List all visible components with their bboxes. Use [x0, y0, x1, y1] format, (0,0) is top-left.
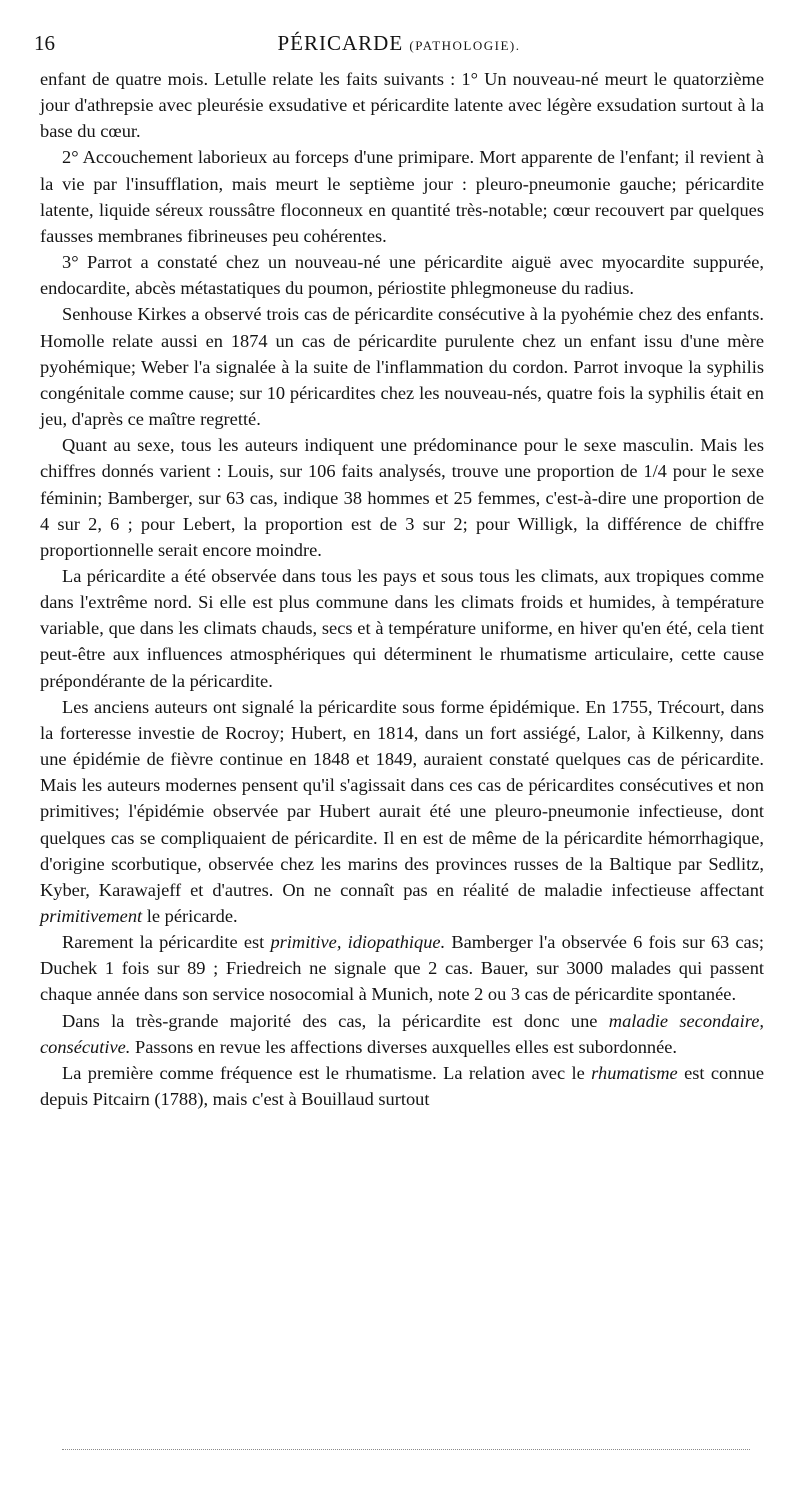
paragraph-continuation: enfant de quatre mois. Letulle relate les faits suivants : 1° Un nouveau-né meurt le quatorzième jour d'athrepsie avec pleurésie exsudative et péricardite latente avec légère exsudation surtout à la base du cœur. — [40, 69, 764, 142]
emphasis-maladie-secondaire: maladie secondaire, consécutive. — [40, 1010, 764, 1057]
emphasis-rhumatisme: rhumatisme — [591, 1062, 678, 1083]
body-text — [40, 66, 764, 1112]
paragraph-epidemique-text: Les anciens auteurs ont signalé la péricardite sous forme épidémique. En 1755, Trécourt, dans la forteresse investie de Rocroy; Hubert, en 1814, dans un fort assiégé, Lalor, à Kilkenny, dans une épidémie de fièvre continue en 1848 et 1849, auraient constaté quelques cas de péricardite. Mais les auteurs modernes pensent qu'il s'agissait dans ces cas de péricardites consécutives et non primitives; l'épidémie observée par Hubert aurait été une pleuro-pneumonie infectieuse, dont quelques cas se compliquaient de péricardite. Il en est de même de la péricardite hémorrhagique, d'origine scorbutique, observée chez les marins des provinces russes de la Baltique par Sedlitz, Kyber, Karawajeff et d'autres. On ne connaît pas en réalité de maladie infectieuse affectant — [40, 696, 764, 900]
paragraph-secondaire-start: Dans la très-grande majorité des cas, la péricardite est donc une — [62, 1010, 598, 1031]
paragraph-case-2: 2° Accouchement laborieux au forceps d'une primipare. Mort apparente de l'enfant; il revient à la vie par l'insufflation, mais meurt le septième jour : pleuro-pneumonie gauche; péricardite latente, liquide séreux roussâtre floconneux en quantité très-notable; cœur recouvert par quelques fausses membranes fibrineuses peu cohérentes. — [40, 147, 764, 246]
paragraph-secondaire-rest: Passons en revue les affections diverses auxquelles elles est subordonnée. — [134, 1036, 678, 1057]
running-title — [34, 31, 764, 56]
footer-dotted-rule — [62, 1449, 750, 1450]
running-title-main: PÉRICARDE — [277, 31, 404, 55]
paragraph-rhumatisme-rest: est connue depuis Pitcairn (1788), mais c'est à Bouillaud surtout — [40, 1062, 764, 1110]
running-title-sub: (PATHOLOGIE). — [409, 38, 521, 53]
paragraph-climats: La péricardite a été observée dans tous les pays et sous tous les climats, aux tropiques comme dans l'extrême nord. Si elle est plus commune dans les climats froids et humides, à température variable, que dans les climats chauds, secs et à température uniforme, en hiver qu'en été, cela tient peut-être aux influences atmosphériques qui déterminent le rhumatisme articulaire, cette cause prépondérante de la péricardite. — [40, 565, 764, 691]
running-header — [34, 31, 764, 55]
paragraph-rhumatisme — [40, 1060, 764, 1112]
emphasis-primitive-idiopathique: primitive, idiopathique. — [270, 932, 446, 953]
paragraph-case-3: 3° Parrot a constaté chez un nouveau-né une péricardite aiguë avec myocardite suppurée, endocardite, abcès métastatiques du poumon, périostite phlegmoneuse du radius. — [40, 252, 764, 299]
paragraph-epidemique — [40, 694, 764, 929]
emphasis-primitivement: primitivement — [40, 906, 143, 926]
paragraph-epidemique-end: le péricarde. — [146, 906, 238, 926]
paragraph-rhumatisme-start: La première comme fréquence est le rhumatisme. La relation avec le — [62, 1062, 585, 1083]
paragraph-pyohemie: Senhouse Kirkes a observé trois cas de péricardite consécutive à la pyohémie chez des enfants. Homolle relate aussi en 1874 un cas de péricardite purulente chez un enfant issu d'une mère pyohémique; Weber l'a signalée à la suite de l'inflammation du cordon. Parrot invoque la syphilis congénitale comme cause; sur 10 péricardites chez les nouveau-nés, quatre fois la syphilis était en jeu, d'après ce maître regretté. — [40, 304, 764, 430]
paragraph-sexe: Quant au sexe, tous les auteurs indiquent une prédominance pour le sexe masculin. Mais les chiffres donnés varient : Louis, sur 106 faits analysés, trouve une proportion de 1/4 pour le sexe féminin; Bamberger, sur 63 cas, indique 38 hommes et 25 femmes, c'est-à-dire une proportion de 4 sur 2, 6 ; pour Lebert, la proportion est de 3 sur 2; pour Willigk, la différence de chiffre proportionnelle serait encore moindre. — [40, 435, 764, 560]
paragraph-secondaire — [40, 1008, 764, 1060]
paragraph-primitive — [40, 929, 764, 1007]
paragraph-primitive-rest: Bamberger l'a observée 6 fois sur 63 cas; Duchek 1 fois sur 89 ; Friedreich ne signale que 2 cas. Bauer, sur 3000 malades qui passent chaque année dans son service nosocomial à Munich, note 2 ou 3 cas de péricardite spontanée. — [40, 932, 764, 1005]
page-number: 16 — [34, 31, 55, 55]
paragraph-primitive-start: Rarement la péricardite est — [62, 932, 265, 953]
